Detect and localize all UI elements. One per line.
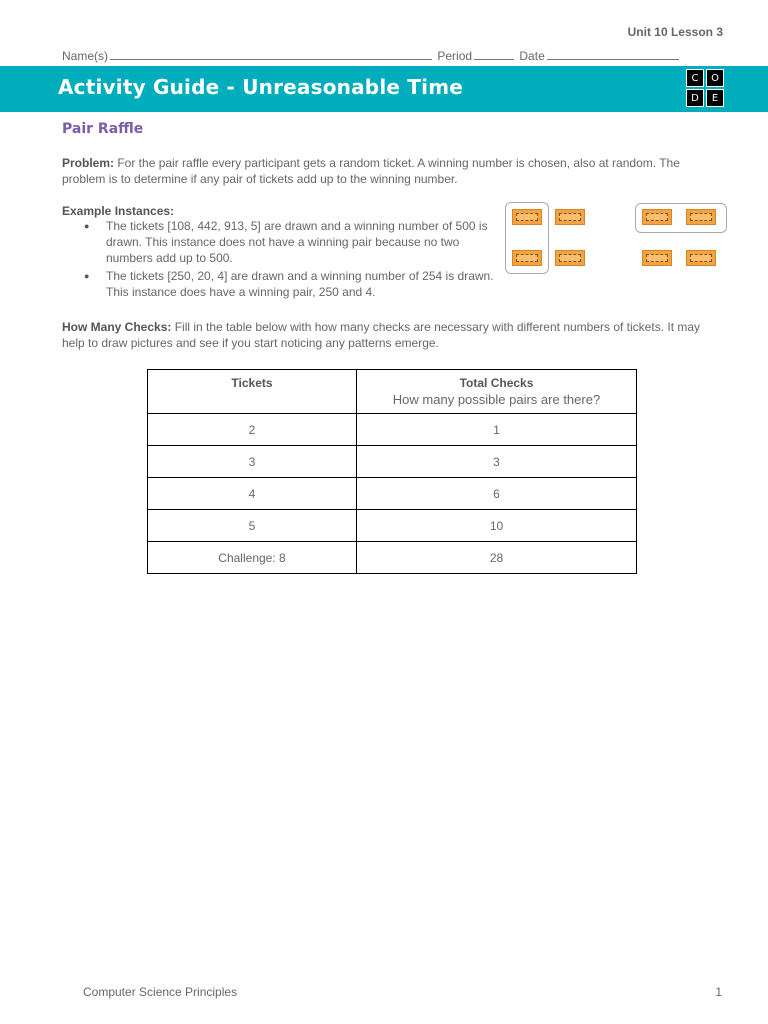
ticket-icon — [555, 250, 585, 266]
table-row — [148, 510, 637, 542]
ticket-icon — [642, 209, 672, 225]
ticket-icon — [686, 209, 716, 225]
table-header-row — [148, 370, 637, 414]
list-item: ● The tickets [108, 442, 913, 5] are drawn and a winning number of 500 is drawn. This instance does not have a winning pair because no two numbers add up to 500. — [62, 218, 502, 266]
logo-letter: D — [686, 89, 704, 107]
checks-cell[interactable]: 6 — [357, 478, 637, 510]
ticket-icon — [512, 250, 542, 266]
title-banner — [0, 66, 768, 112]
list-item: ● The tickets [250, 20, 4] are drawn and a winning number of 254 is drawn. This instance does have a winning pair, 250 and 4. — [62, 268, 502, 300]
how-many-text: Fill in the table below with how many checks are necessary with different numbers of tickets. It may help to draw pictures and see if you start noticing any patterns emerge. — [62, 320, 701, 350]
logo-letter: C — [686, 69, 704, 87]
tickets-illustration — [505, 202, 725, 274]
table-row — [148, 542, 637, 574]
checks-cell[interactable]: 28 — [357, 542, 637, 574]
problem-label: Problem: — [62, 156, 115, 170]
tickets-cell: 5 — [148, 510, 357, 542]
checks-table — [147, 369, 637, 574]
date-label: Date — [519, 49, 545, 63]
logo-letter: O — [706, 69, 724, 87]
page-number: 1 — [715, 985, 722, 999]
checks-cell[interactable]: 10 — [357, 510, 637, 542]
table-row — [148, 414, 637, 446]
table-row — [148, 446, 637, 478]
footer-course: Computer Science Principles — [83, 985, 238, 999]
tickets-cell: 3 — [148, 446, 357, 478]
date-blank[interactable] — [547, 48, 679, 60]
total-checks-subtitle: How many possible pairs are there? — [392, 392, 601, 407]
code-logo — [686, 69, 726, 109]
how-many-label: How Many Checks: — [62, 320, 172, 334]
ticket-icon — [512, 209, 542, 225]
period-blank[interactable] — [474, 48, 514, 60]
name-label: Name(s) — [62, 49, 109, 63]
checks-cell[interactable]: 1 — [357, 414, 637, 446]
section-title: Pair Raffle — [62, 121, 144, 137]
examples-heading: Example Instances: — [62, 204, 175, 218]
tickets-header: Tickets — [148, 370, 357, 414]
period-label: Period — [437, 49, 473, 63]
page-title: Activity Guide - Unreasonable Time — [58, 75, 464, 99]
ticket-icon — [555, 209, 585, 225]
examples-list — [62, 218, 502, 302]
logo-letter: E — [706, 89, 724, 107]
total-checks-header — [357, 370, 637, 414]
ticket-icon — [642, 250, 672, 266]
name-period-date-line — [62, 48, 681, 63]
total-checks-title: Total Checks — [459, 376, 534, 390]
problem-paragraph — [62, 155, 722, 187]
lesson-label: Unit 10 Lesson 3 — [627, 25, 723, 39]
table-row — [148, 478, 637, 510]
ticket-icon — [686, 250, 716, 266]
checks-cell[interactable]: 3 — [357, 446, 637, 478]
problem-text: For the pair raffle every participant gets a random ticket. A winning number is chosen, also at random. The problem is to determine if any pair of tickets add up to the winning number. — [62, 156, 680, 186]
tickets-cell: 4 — [148, 478, 357, 510]
name-blank[interactable] — [110, 48, 432, 60]
how-many-paragraph — [62, 319, 722, 351]
tickets-cell: Challenge: 8 — [148, 542, 357, 574]
tickets-cell: 2 — [148, 414, 357, 446]
